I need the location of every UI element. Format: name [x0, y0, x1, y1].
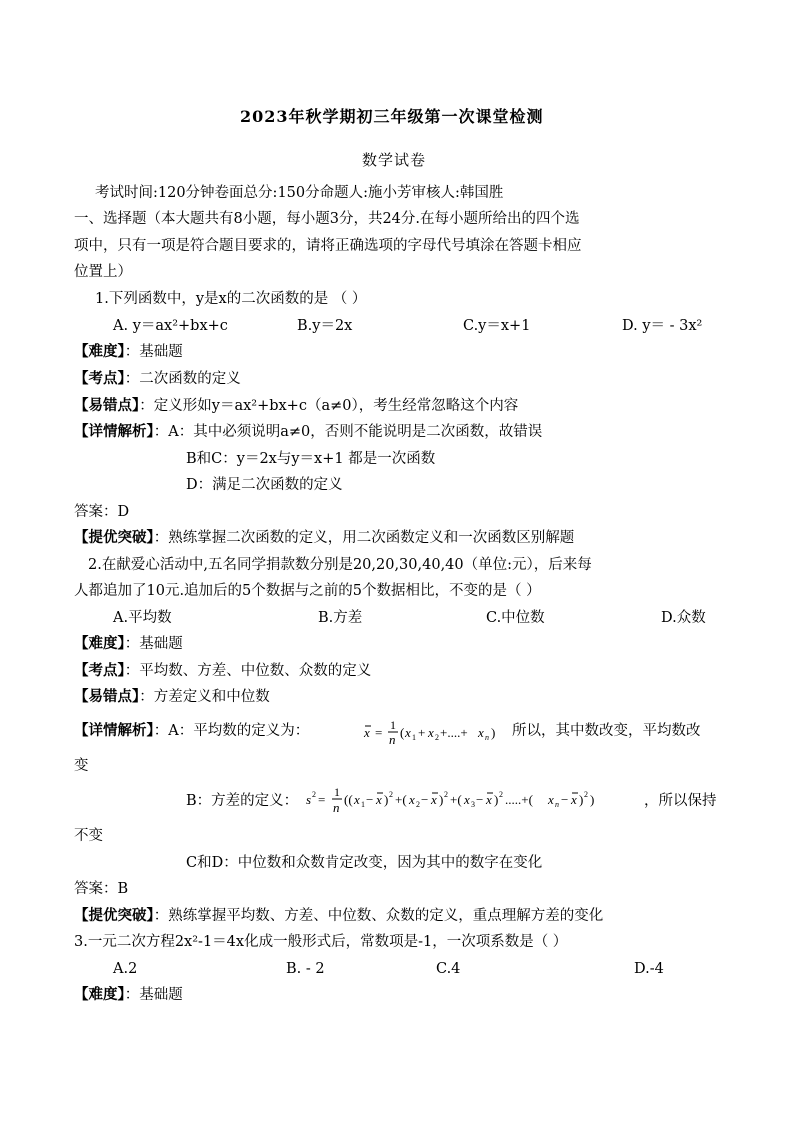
svg-text:+(: +( [395, 792, 407, 807]
svg-text:2: 2 [444, 790, 448, 799]
breakthrough-label: 【提优突破】 [74, 529, 154, 546]
svg-text:+(: +( [450, 792, 462, 807]
page-subtitle: 数学试卷 [362, 151, 427, 169]
variance-formula [304, 779, 642, 821]
svg-text:x: x [428, 725, 434, 740]
q1-answer-value: D [117, 504, 130, 520]
q2-breakthrough [74, 906, 603, 926]
q2-option-d: D.众数 [661, 610, 706, 626]
q1-option-b: B.y＝2x [297, 318, 353, 334]
analysis-label: 【详情解析】 [74, 423, 154, 440]
q3-difficulty [74, 985, 183, 1005]
q1-breakthrough-value: ：熟练掌握二次函数的定义，用二次函数定义和一次函数区别解题 [153, 530, 575, 546]
svg-text:s: s [306, 792, 312, 807]
svg-text:1: 1 [334, 785, 340, 799]
q2-analysis-a-wrap: 变 [74, 758, 89, 774]
svg-text:2: 2 [416, 800, 420, 809]
q1-mistake-value: ：定义形如y＝ax²+bx+c（a≠0），考生经常忽略这个内容 [139, 398, 519, 414]
svg-text:−: − [421, 792, 429, 807]
q2-analysis [74, 721, 309, 741]
q1-option-d: D. y＝ - 3x² [622, 318, 703, 334]
svg-text:n: n [389, 732, 396, 747]
q1-analysis [74, 422, 542, 442]
q1-analysis-a: ：A：其中必须说明a≠0，否则不能说明是二次函数，故错误 [153, 424, 543, 440]
mean-formula [360, 712, 512, 752]
section-heading-line2: 项中，只有一项是符合题目要求的，请将正确选项的字母代号填涂在答题卡相应 [74, 238, 582, 254]
difficulty-label: 【难度】 [74, 343, 125, 360]
svg-text:=: = [375, 725, 383, 740]
q1-difficulty [74, 342, 183, 362]
q2-option-c: C.中位数 [486, 610, 545, 626]
q1-analysis-bc: B和C：y＝2x与y＝x+1 都是一次函数 [186, 451, 436, 467]
svg-text:): ) [384, 792, 389, 807]
q1-option-a: A. y＝ax²+bx+c [113, 318, 228, 334]
svg-text:2: 2 [389, 790, 393, 799]
q2-answer [74, 879, 128, 899]
mistake-label: 【易错点】 [74, 688, 140, 705]
q2-analysis-b-wrap: 不变 [74, 828, 103, 844]
svg-text:x: x [571, 792, 577, 807]
svg-text:x: x [548, 792, 554, 807]
svg-text:.....+(: .....+( [505, 792, 533, 807]
svg-text:): ) [439, 792, 444, 807]
q2-difficulty-value: ：基础题 [124, 636, 183, 652]
svg-text:x: x [478, 725, 484, 740]
svg-text:x: x [354, 792, 360, 807]
section-heading-line3: 位置上） [74, 264, 132, 280]
point-label: 【考点】 [74, 662, 125, 679]
exam-info: 考试时间:120分钟卷面总分:150分命题人:施小芳审核人:韩国胜 [95, 185, 504, 201]
q1-stem: 1.下列函数中，y是x的二次函数的是 （ ） [95, 291, 367, 307]
q2-point-value: ：平均数、方差、中位数、众数的定义 [124, 663, 372, 679]
svg-text:1: 1 [412, 733, 416, 742]
svg-text:+....+: +....+ [440, 725, 468, 740]
svg-text:−: − [561, 792, 569, 807]
q1-answer [74, 502, 129, 522]
q1-difficulty-value: ：基础题 [124, 344, 183, 360]
q2-difficulty [74, 634, 183, 654]
q2-breakthrough-value: ：熟练掌握平均数、方差、中位数、众数的定义，重点理解方差的变化 [153, 908, 604, 924]
q3-option-a: A.2 [113, 961, 138, 977]
svg-text:x: x [486, 792, 492, 807]
svg-text:n: n [555, 800, 559, 809]
q3-difficulty-value: ：基础题 [124, 987, 183, 1003]
section-heading-line1: 一、选择题（本大题共有8小题，每小题3分，共24分.在每小题所给出的四个选 [74, 211, 580, 227]
svg-text:−: − [476, 792, 484, 807]
q2-option-b: B.方差 [318, 610, 363, 626]
svg-text:): ) [494, 792, 499, 807]
q2-analysis-a-tail: 所以，其中数改变，平均数改 [512, 723, 701, 739]
svg-text:x: x [409, 792, 415, 807]
q1-point [74, 369, 241, 389]
svg-text:2: 2 [312, 790, 316, 799]
svg-text:1: 1 [361, 800, 365, 809]
q2-analysis-b: B：方差的定义： [186, 793, 299, 809]
breakthrough-label: 【提优突破】 [74, 907, 154, 924]
q3-option-d: D.-4 [634, 961, 664, 977]
svg-text:=: = [318, 792, 326, 807]
svg-text:n: n [333, 800, 340, 815]
svg-text:((: (( [344, 792, 353, 807]
q1-analysis-d: D：满足二次函数的定义 [186, 477, 343, 493]
difficulty-label: 【难度】 [74, 635, 125, 652]
svg-text:x: x [405, 725, 411, 740]
svg-text:2: 2 [499, 790, 503, 799]
q2-analysis-a: ：A：平均数的定义为： [153, 723, 310, 739]
q2-stem-line2: 人都追加了10元.追加后的5个数据与之前的5个数据相比，不变的是（ ） [74, 583, 541, 599]
q2-mistake [74, 687, 270, 707]
svg-text:2: 2 [435, 733, 439, 742]
q2-analysis-cd: C和D：中位数和众数肯定改变，因为其中的数字在变化 [186, 855, 543, 871]
svg-text:2: 2 [584, 790, 588, 799]
svg-text:1: 1 [390, 718, 396, 732]
q2-point [74, 661, 371, 681]
q1-point-value: ：二次函数的定义 [124, 371, 241, 387]
difficulty-label: 【难度】 [74, 986, 125, 1003]
q3-option-b: B. - 2 [286, 961, 325, 977]
svg-text:x: x [431, 792, 437, 807]
point-label: 【考点】 [74, 370, 125, 387]
q2-stem-line1: 2.在献爱心活动中,五名同学捐款数分别是20,20,30,40,40（单位:元），后来每 [88, 557, 592, 573]
mistake-label: 【易错点】 [74, 397, 140, 414]
svg-text:n: n [485, 733, 489, 742]
page-title: 2023年秋学期初三年级第一次课堂检测 [240, 107, 544, 126]
svg-text:x: x [364, 725, 370, 740]
svg-text:x: x [376, 792, 382, 807]
analysis-label: 【详情解析】 [74, 722, 154, 739]
svg-text:x: x [464, 792, 470, 807]
svg-text:): ) [579, 792, 584, 807]
q3-stem: 3.一元二次方程2x²-1＝4x化成一般形式后，常数项是-1，一次项系数是（ ） [74, 934, 568, 950]
svg-text:(: ( [400, 725, 405, 740]
q2-answer-value: B [117, 881, 129, 897]
q2-mistake-value: ：方差定义和中位数 [139, 689, 270, 705]
q3-option-c: C.4 [436, 961, 461, 977]
answer-label: 答案： [74, 881, 118, 897]
answer-label: 答案： [74, 504, 118, 520]
q1-mistake [74, 396, 518, 416]
svg-text:+: + [418, 725, 426, 740]
svg-text:3: 3 [471, 800, 475, 809]
svg-text:−: − [366, 792, 374, 807]
svg-text:): ) [590, 792, 595, 807]
q1-option-c: C.y＝x+1 [463, 318, 531, 334]
q2-analysis-b-tail: ，所以保持 [644, 793, 717, 809]
q2-option-a: A.平均数 [113, 610, 172, 626]
svg-text:): ) [491, 725, 496, 740]
q1-breakthrough [74, 528, 574, 548]
